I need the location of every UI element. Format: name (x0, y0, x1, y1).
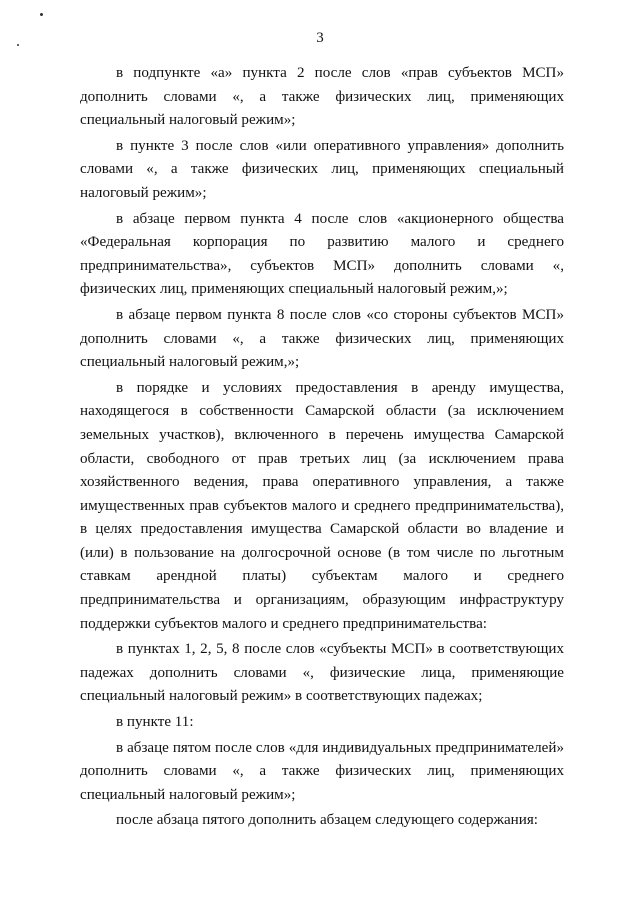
paragraph: в пункте 11: (116, 714, 194, 731)
paragraph: после абзаца пятого дополнить абзацем следующего содержания: (116, 812, 538, 829)
paragraph: в пунктах 1, 2, 5, 8 после слов «субъекты МСП» в соответствующих падежах дополнить словами «, физические лица, применяющие специальный налоговый режим» в соответствующих падежах; (80, 641, 564, 705)
paragraph: в абзаце пятом после слов «для индивидуальных предпринимателей» дополнить словами «, а также физических лиц, применяющих специальный налоговый режим»; (80, 739, 564, 803)
document-body (80, 62, 564, 835)
paragraph: в пункте 3 после слов «или оперативного управления» дополнить словами «, а также физических лиц, применяющих специальный налоговый режим»; (80, 137, 564, 201)
page-number: 3 (316, 30, 324, 46)
paragraph: в абзаце первом пункта 8 после слов «со стороны субъектов МСП» дополнить словами «, а также физических лиц, применяющих специальный налоговый режим,»; (80, 306, 564, 371)
paragraph: в подпункте «а» пункта 2 после слов «прав субъектов МСП» дополнить словами «, а также физических лиц, применяющих специальный налоговый режим»; (80, 65, 564, 129)
paragraph: в абзаце первом пункта 4 после слов «акционерного общества «Федеральная корпорация по развитию малого и среднего предпринимательства», субъектов МСП» дополнить словами «, физических лиц, применяющих специальный налоговый режим,»; (80, 210, 564, 298)
scan-dot-mark (40, 13, 43, 16)
paragraph: в порядке и условиях предоставления в аренду имущества, находящегося в собственности Самарской области (за исключением земельных участков), включенного в перечень имущества Самарской области, свободного от прав третьих лиц (за исключением права хозяйственного ведения, права оперативного управления, а также имущественных прав субъектов малого и среднего предпринимательства), в целях предоставления имущества Самарской области во владение и (или) в пользование на долгосрочной основе (в том числе по льготным ставкам арендной платы) субъектам малого и среднего предпринимательства и организациям, образующим инфраструктуру поддержки субъектов малого и среднего предпринимательства: (80, 379, 564, 632)
